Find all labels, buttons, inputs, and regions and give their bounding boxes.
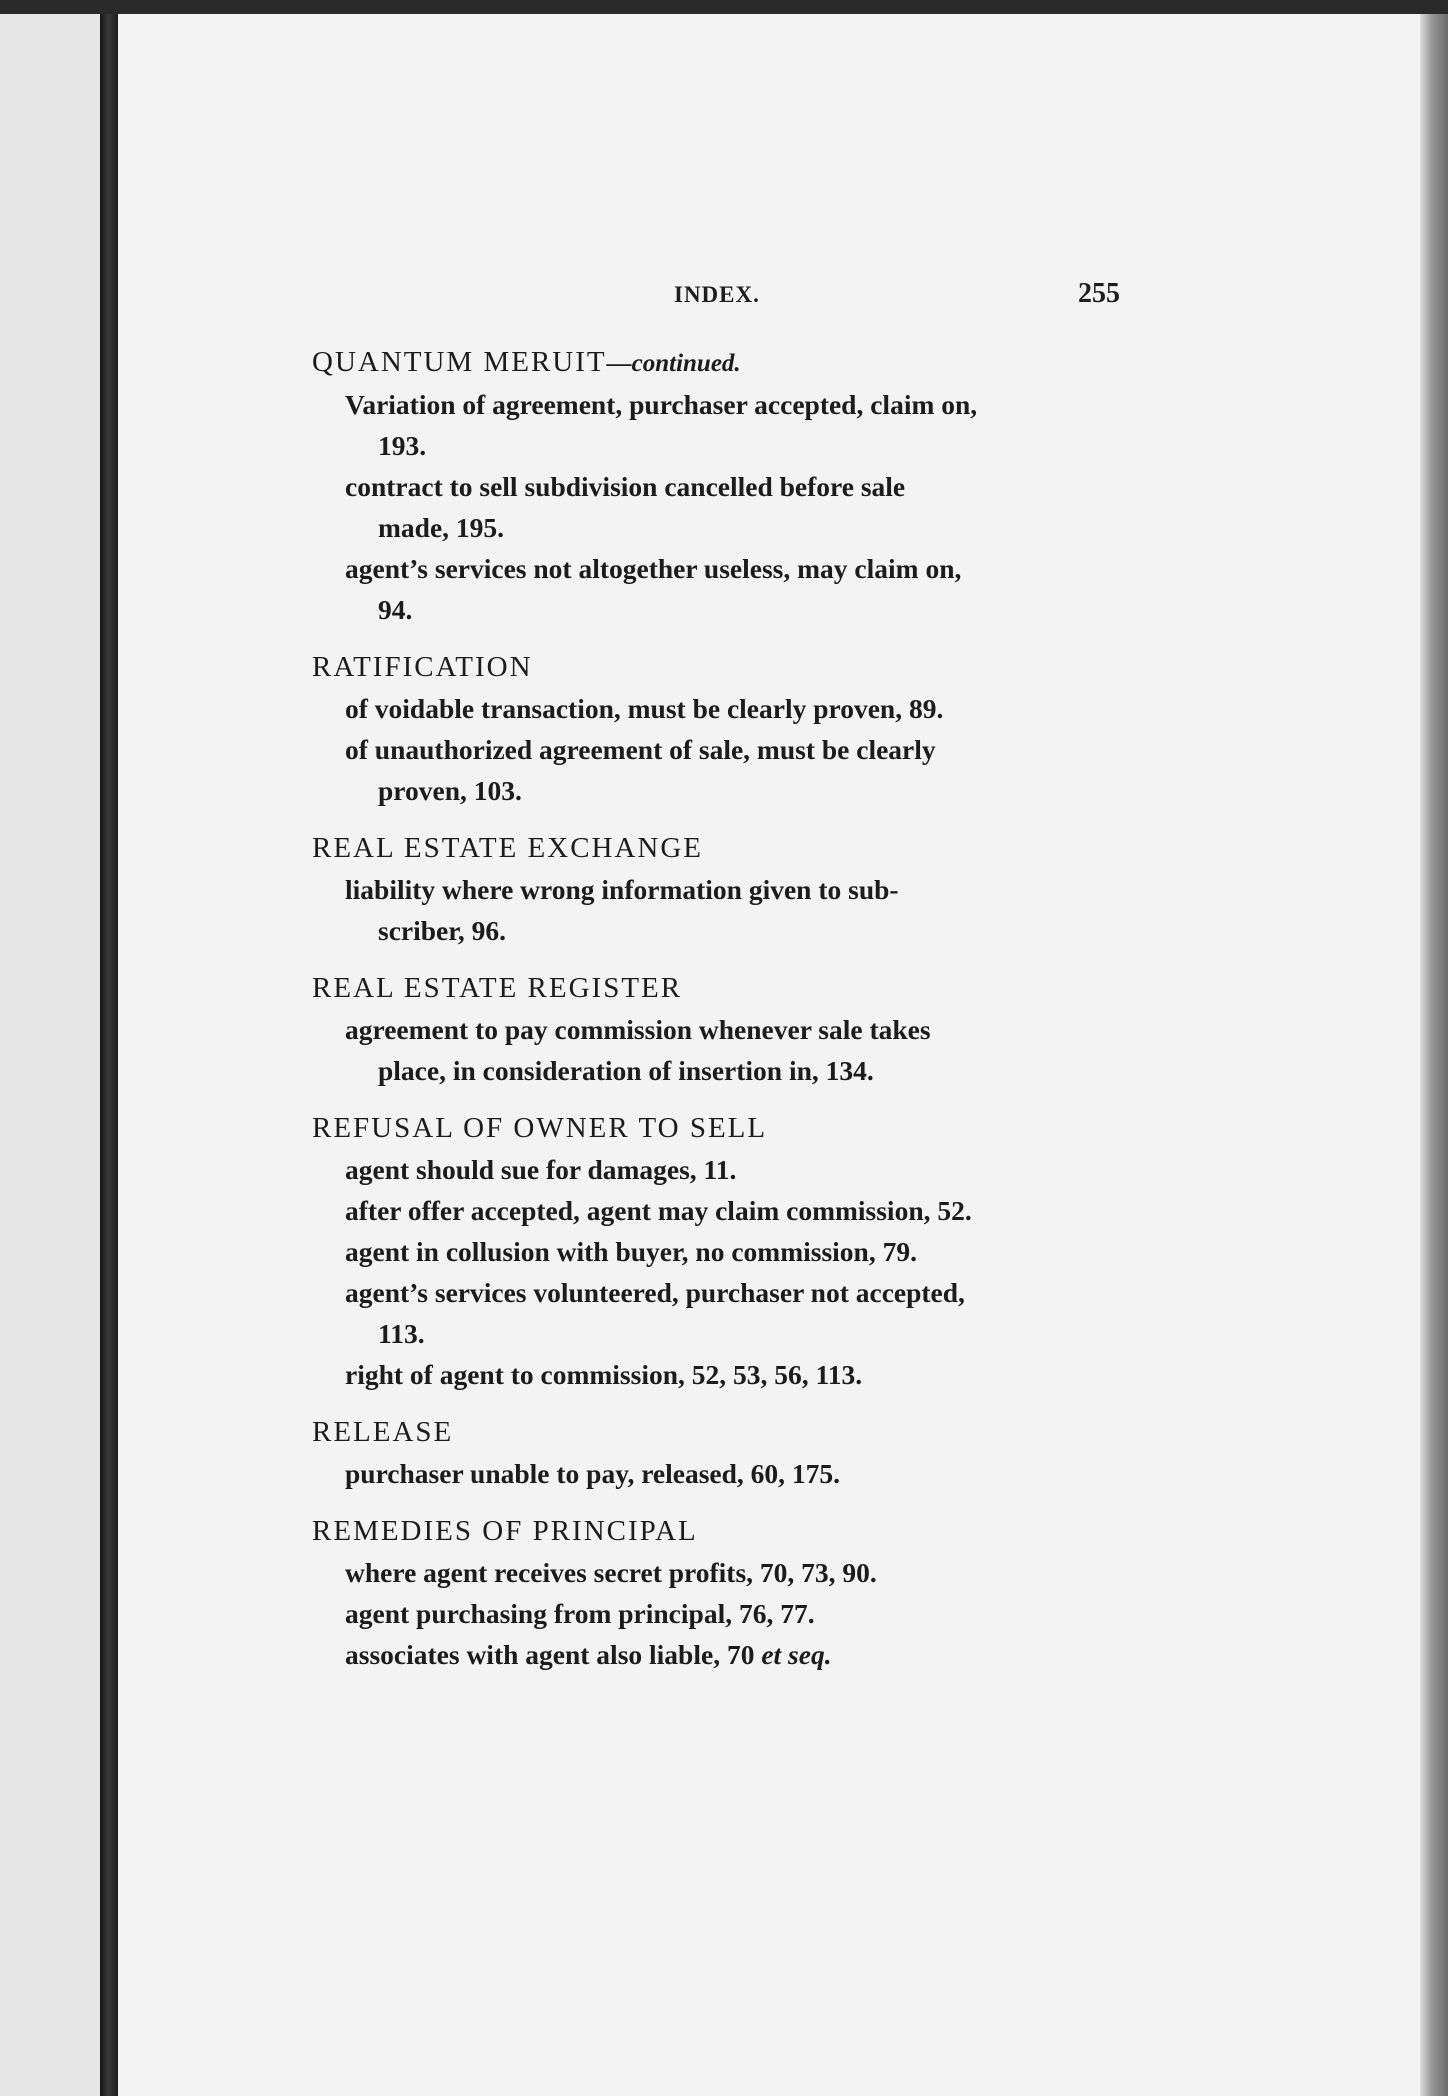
index-body xyxy=(312,342,1134,1675)
sub-entry: Variation of agreement, purchaser accepted, claim on, 193. xyxy=(345,389,978,461)
sub-entry: contract to sell subdivision cancelled before sale made, 195. xyxy=(345,471,906,543)
sub-entry: agreement to pay commission whenever sale takes place, in consideration of insertion in, 134. xyxy=(345,1014,931,1086)
index-entry xyxy=(312,1412,1134,1494)
index-entry xyxy=(312,342,1134,630)
sub-entry: of unauthorized agreement of sale, must be clearly proven, 103. xyxy=(345,734,936,806)
sub-entry: right of agent to commission, 52, 53, 56, 113. xyxy=(345,1359,863,1390)
sub-entry: after offer accepted, agent may claim commission, 52. xyxy=(345,1195,972,1226)
sub-entry: where agent receives secret profits, 70, 73, 90. xyxy=(345,1557,877,1588)
index-entry xyxy=(312,647,1134,811)
et-seq: et seq. xyxy=(761,1639,832,1670)
index-entry xyxy=(312,828,1134,951)
sub-entry: liability where wrong information given to sub- scriber, 96. xyxy=(345,874,899,946)
book-spine-gutter xyxy=(100,14,118,2096)
sub-entry: purchaser unable to pay, released, 60, 175. xyxy=(345,1458,841,1489)
index-entry xyxy=(312,968,1134,1091)
running-head: INDEX. xyxy=(674,282,760,307)
sub-entry: agent’s services volunteered, purchaser not accepted, 113. xyxy=(345,1277,965,1349)
sub-entry: associates with agent also liable, 70 et seq. xyxy=(345,1639,832,1670)
facing-page-margin xyxy=(0,14,100,2096)
sub-entry: agent in collusion with buyer, no commission, 79. xyxy=(345,1236,917,1267)
index-entry xyxy=(312,1511,1134,1675)
entry-heading: QUANTUM MERUIT—continued. xyxy=(312,346,741,378)
sub-entry: agent should sue for damages, 11. xyxy=(345,1154,737,1185)
entry-heading: REAL ESTATE EXCHANGE xyxy=(312,832,704,864)
entry-heading: REFUSAL OF OWNER TO SELL xyxy=(312,1112,768,1144)
heading-continued: —continued. xyxy=(606,350,741,377)
sub-entry: of voidable transaction, must be clearly proven, 89. xyxy=(345,693,944,724)
entry-heading: RELEASE xyxy=(312,1416,454,1448)
entry-heading: REAL ESTATE REGISTER xyxy=(312,972,683,1004)
entry-heading: REMEDIES OF PRINCIPAL xyxy=(312,1515,698,1547)
sub-entry: agent’s services not altogether useless, may claim on, 94. xyxy=(345,553,962,625)
scan-top-border xyxy=(0,0,1448,14)
index-entry xyxy=(312,1108,1134,1395)
page-edge-shadow xyxy=(1420,14,1448,2096)
entry-heading: RATIFICATION xyxy=(312,651,533,683)
sub-entry: agent purchasing from principal, 76, 77. xyxy=(345,1598,815,1629)
page-number: 255 xyxy=(1078,278,1120,309)
